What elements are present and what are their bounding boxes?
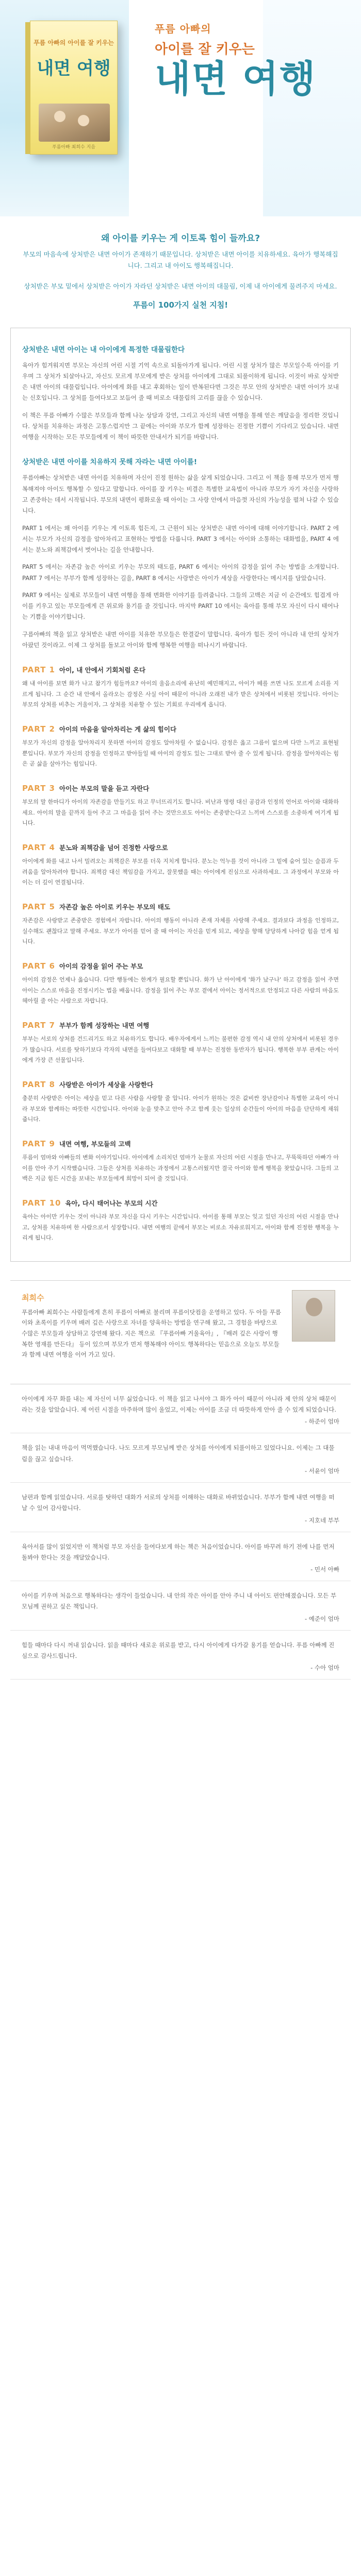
chapter-item — [22, 902, 339, 947]
description-paragraph: 푸름아빠는 상처받은 내면 아이를 치유하며 자신이 진정 원하는 삶을 살게 되었습니다. 그리고 이 책을 통해 부모가 먼저 행복해져야 아이도 행복할 수 있다고 말합니다. 아이를 잘 키우는 비결은 특별한 교육법이 아니라 부모가 자기 자신을 사랑하고 존중하는 데서 시작됩니다. 부모의 내면이 평화로울 때 아이는 그 사랑 안에서 마음껏 자신의 가능성을 펼쳐 나갈 수 있습니다. — [22, 474, 339, 515]
chapter-body: 부모가 자신의 감정을 알아차리지 못하면 아이의 감정도 알아차릴 수 없습니다. 감정은 옳고 그름이 없으며 다만 느끼고 표현될 뿐입니다. 부모가 자신의 감정을 인정하고 받아들일 때 아이의 감정도 있는 그대로 받아 줄 수 있게 됩니다. 감정을 알아차리는 힘은 곧 삶을 살아가는 힘입니다. — [22, 739, 339, 767]
hero-text — [155, 21, 340, 99]
section-heading: 상처받은 내면 아이를 치유하지 못해 자라는 내면 아이를! — [22, 458, 197, 467]
chapter-body: 푸름이 엄마와 아빠들의 변화 이야기입니다. 아이에게 소리치던 엄마가 눈물로 자신의 어린 시절을 만나고, 무뚝뚝하던 아빠가 아이를 안아 주기 시작했습니다. 그들은 상처를 치유하는 과정에서 고통스러웠지만 결국 아이와 함께 행복을 찾았습니다. 그들의 고백은 지금 힘든 시간을 보내는 부모들에게 희망이 되어 줄 것입니다. — [22, 1154, 339, 1182]
author-photo — [292, 1290, 335, 1342]
chapter-title: 아이의 감정을 읽어 주는 부모 — [59, 962, 143, 971]
chapter-label: PART 2 — [22, 724, 55, 734]
review-item — [10, 1631, 351, 1680]
review-item — [10, 1581, 351, 1631]
chapter-body: 아이에게 화를 내고 나서 밀려오는 죄책감은 부모를 더욱 지치게 합니다. 분노는 억누를 것이 아니라 그 밑에 숨어 있는 슬픔과 두려움을 알아차려야 합니다. 죄책감 대신 책임감을 가지고, 잘못했을 때는 아이에게 진심으로 사과하세요. 그 과정에서 부모와 아이는 더 깊이 연결됩니다. — [22, 858, 339, 886]
book-cover-photo — [39, 104, 110, 142]
chapter-body: 왜 내 아이를 보면 화가 나고 참기가 힘들까요? 아이의 울음소리에 유난히 예민해지고, 아이가 떼를 쓰면 나도 모르게 소리를 지르게 됩니다. 그 순간 내 안에서 올라오는 감정은 사실 아이 때문이 아니라 오래전 내가 받은 상처에서 비롯된 것입니다. 아이는 부모의 상처를 비추는 거울이자, 그 상처를 치유할 수 있는 기회로 우리에게 옵니다. — [22, 680, 339, 708]
book-description-box — [10, 328, 351, 1262]
description-paragraph: 이 책은 푸름 아빠가 수많은 부모들과 함께 나눈 상담과 강연, 그리고 자신의 내면 여행을 통해 얻은 깨달음을 정리한 것입니다. 상처를 치유하는 과정은 고통스럽지만 그 끝에는 아이와 부모가 함께 성장하는 진정한 기쁨이 기다리고 있습니다. 내면 여행을 시작하는 모든 부모들에게 이 책이 따뜻한 안내서가 되기를 바랍니다. — [22, 411, 339, 441]
review-author: - 지호네 부부 — [304, 1516, 339, 1524]
intro-paragraph: 부모의 마음속에 상처받은 내면 아이가 존재하기 때문입니다. 상처받은 내면 아이를 치유하세요. 육아가 행복해집니다. 그리고 내 아이도 행복해집니다. — [23, 250, 338, 269]
description-paragraph: 구름아빠의 책을 읽고 상처받은 내면 아이를 치유한 부모들은 한결같이 말합니다. 육아가 힘든 것이 아니라 내 안의 상처가 아팠던 것이라고. 이제 그 상처를 돌보고 아이와 함께 행복한 여행을 떠나시기 바랍니다. — [22, 630, 339, 649]
chapter-label: PART 9 — [22, 1139, 55, 1149]
review-author: - 서윤이 엄마 — [304, 1467, 339, 1475]
intro-paragraph-2: 상처받은 부모 밑에서 상처받은 아이가 자라던 상처받은 내면 아이의 대물림, 이제 내 아이에게 물려주지 마세요. — [24, 282, 337, 290]
reader-reviews — [10, 1384, 351, 1680]
chapter-label: PART 5 — [22, 902, 55, 912]
review-text: 힘들 때마다 다시 꺼내 읽습니다. 읽을 때마다 새로운 위로를 받고, 다시 아이에게 다가갈 용기를 얻습니다. 푸름 아빠께 진심으로 감사드립니다. — [22, 1641, 335, 1659]
hero-banner — [0, 0, 361, 216]
chapter-body: 부부는 서로의 상처를 건드리기도 하고 치유하기도 합니다. 배우자에게서 느끼는 불편한 감정 역시 내 안의 상처에서 비롯된 경우가 많습니다. 서로를 탓하기보다 각자의 내면을 들여다보고 대화할 때 부부는 진정한 동반자가 됩니다. 행복한 부부 관계는 아이에게 가장 큰 선물입니다. — [22, 1036, 339, 1064]
chapter-title: 부부가 함께 성장하는 내면 여행 — [59, 1022, 150, 1030]
hero-kicker-secondary: 아이를 잘 키우는 — [155, 42, 255, 57]
review-text: 아이에게 자꾸 화를 내는 제 자신이 너무 싫었습니다. 이 책을 읽고 나서야 그 화가 아이 때문이 아니라 제 안의 상처 때문이라는 것을 알았습니다. 제 어린 시절을 마주하며 많이 울었고, 이제는 아이를 조금 더 따뜻하게 안아 줄 수 있게 되었습니다. — [22, 1395, 336, 1414]
review-author: - 하준이 엄마 — [304, 1418, 339, 1426]
description-paragraph: PART 9 에서는 실제로 부모들이 내면 여행을 통해 변화한 이야기를 들려줍니다. 그들의 고백은 지금 이 순간에도 힘겹게 아이를 키우고 있는 부모들에게 큰 위로와 용기를 줄 것입니다. 마지막 PART 10 에서는 육아를 통해 부모 자신이 다시 태어나는 기쁨을 이야기합니다. — [22, 591, 339, 621]
chapter-label: PART 3 — [22, 784, 55, 793]
description-paragraph: PART 5 에서는 자존감 높은 아이로 키우는 부모의 태도를, PART 6 에서는 아이의 감정을 읽어 주는 방법을 소개합니다. PART 7 에서는 부부가 함께 성장하는 길을, PART 8 에서는 사랑받은 아이가 세상을 사랑한다는 메시지를 담았습니다. — [22, 563, 339, 582]
chapter-item — [22, 961, 339, 1006]
hero-title: 내면 여행 — [155, 57, 317, 100]
hero-kicker: 푸름 아빠의 — [155, 23, 211, 35]
review-text: 남편과 함께 읽었습니다. 서로를 탓하던 대화가 서로의 상처를 이해하는 대화로 바뀌었습니다. 부부가 함께 내면 여행을 떠날 수 있어 감사합니다. — [22, 1494, 335, 1512]
chapter-item — [22, 784, 339, 828]
description-paragraph: PART 1 에서는 왜 아이를 키우는 게 이토록 힘든지, 그 근원이 되는 상처받은 내면 아이에 대해 이야기합니다. PART 2 에서는 부모가 자신의 감정을 알아차리고 표현하는 방법을 다룹니다. PART 3 에서는 아이와 소통하는 대화법을, PART 4 에서는 분노와 죄책감에서 벗어나는 길을 안내합니다. — [22, 524, 339, 554]
chapter-label: PART 8 — [22, 1080, 55, 1090]
review-author: - 예준이 엄마 — [304, 1615, 339, 1622]
book-cover — [30, 21, 118, 155]
review-text: 책을 읽는 내내 마음이 먹먹했습니다. 나도 모르게 부모님께 받은 상처를 아이에게 되풀이하고 있었다니요. 이제는 그 대물림을 끊고 싶습니다. — [22, 1444, 335, 1463]
review-item — [10, 1433, 351, 1483]
chapter-item — [22, 1080, 339, 1125]
chapter-item — [22, 724, 339, 769]
chapter-body: 자존감은 사랑받고 존중받은 경험에서 자랍니다. 아이의 행동이 아니라 존재 자체를 사랑해 주세요. 결과보다 과정을 인정하고, 실수해도 괜찮다고 말해 주세요. 부모가 아이를 믿어 줄 때 아이는 자신을 믿게 되고, 세상을 향해 당당하게 나아갈 힘을 얻게 됩니다. — [22, 917, 339, 945]
chapter-body: 아이의 감정은 언제나 옳습니다. 다만 행동에는 한계가 필요할 뿐입니다. 화가 난 아이에게 '화가 났구나' 하고 감정을 읽어 주면 아이는 스스로 마음을 진정시키는 법을 배웁니다. 감정을 읽어 주는 부모 곁에서 아이는 정서적으로 안정되고 다른 사람의 마음도 헤아릴 줄 아는 사람으로 자랍니다. — [22, 976, 339, 1005]
chapter-item — [22, 843, 339, 888]
chapter-item — [22, 1139, 339, 1184]
intro-section — [0, 216, 361, 328]
chapter-body: 부모의 말 한마디가 아이의 자존감을 만들기도 하고 무너뜨리기도 합니다. 비난과 명령 대신 공감과 인정의 언어로 아이와 대화하세요. 아이의 말을 끝까지 들어 주고 그 마음을 읽어 주는 것만으로도 아이는 존중받는다고 느끼며 스스로를 소중하게 여기게 됩니다. — [22, 799, 339, 826]
chapter-title: 아이의 마음을 알아차리는 게 삶의 힘이다 — [59, 725, 177, 734]
book-cover-footer: 푸름아빠 최희수 지음 — [52, 145, 95, 150]
book-cover-title: 내면 여행 — [37, 58, 111, 79]
chapter-title: 자존감 높은 아이로 키우는 부모의 태도 — [59, 903, 170, 911]
chapter-label: PART 4 — [22, 843, 55, 853]
intro-question: 왜 아이를 키우는 게 이토록 힘이 들까요? — [101, 233, 260, 244]
chapter-title: 사랑받은 아이가 세상을 사랑한다 — [59, 1081, 154, 1089]
author-name: 최희수 — [22, 1293, 44, 1302]
review-text: 육아서를 많이 읽었지만 이 책처럼 부모 자신을 들여다보게 하는 책은 처음이었습니다. 아이를 바꾸려 하기 전에 나를 먼저 돌봐야 한다는 것을 깨달았습니다. — [22, 1543, 335, 1561]
book-cover-subtitle: 푸름 아빠의 아이를 잘 키우는 — [34, 39, 114, 46]
chapter-label: PART 10 — [22, 1198, 61, 1208]
review-item — [10, 1384, 351, 1434]
chapter-title: 아이는 부모의 말을 듣고 자란다 — [59, 785, 150, 793]
chapter-item — [22, 665, 339, 710]
book-spine — [25, 22, 30, 154]
chapter-title: 육아, 다시 태어나는 부모의 시간 — [65, 1199, 158, 1208]
chapter-title: 분노와 죄책감을 넘어 진정한 사랑으로 — [59, 844, 168, 852]
chapter-body: 육아는 아이만 키우는 것이 아니라 부모 자신을 다시 키우는 시간입니다. 아이를 통해 부모는 잊고 있던 자신의 어린 시절을 만나고, 상처를 치유하며 한 사람으로서 성장합니다. 내면 여행의 끝에서 부모는 비로소 자유로워지고, 아이와 함께 진정한 행복을 누리게 됩니다. — [22, 1213, 339, 1242]
chapter-item — [22, 1198, 339, 1243]
description-paragraph: 육아가 힘겨워지면 부모는 자신의 어린 시절 기억 속으로 되돌아가게 됩니다. 어린 시절 상처가 많은 부모일수록 아이를 키우며 그 상처가 되살아나고, 자신도 모르게 부모에게 받은 상처를 아이에게 그대로 되풀이하게 됩니다. 이것이 바로 상처받은 내면 아이의 대물림입니다. 아이에게 화를 내고 후회하는 일이 반복된다면 그것은 부모 안의 상처받은 내면 아이가 보내는 신호입니다. 그 상처를 들여다보고 보듬어 줄 때 비로소 대물림의 고리를 끊을 수 있습니다. — [22, 361, 339, 402]
chapter-label: PART 6 — [22, 961, 55, 971]
author-bio: 푸름아빠 최희수는 사람들에게 흔히 푸름이 아빠로 불리며 푸름이닷컴을 운영하고 있다. 두 아들 푸름이와 초록이를 키우며 배려 깊은 사랑으로 자녀를 양육하는 방법을 연구해 왔고, 그 경험을 바탕으로 수많은 부모들과 상담하고 강연해 왔다. 지은 책으로 『푸름아빠 거울육아』, 『배려 깊은 사랑이 행복한 영재를 만든다』 등이 있으며 부모가 먼저 행복해야 아이도 행복하다는 믿음으로 오늘도 부모들과 함께 내면 여행을 이어 가고 있다. — [22, 1308, 281, 1359]
chapter-title: 아이, 내 안에서 기회처럼 온다 — [59, 666, 146, 674]
review-author: - 민서 아빠 — [310, 1566, 339, 1573]
chapter-label: PART 7 — [22, 1021, 55, 1030]
chapter-body: 충분히 사랑받은 아이는 세상을 믿고 다른 사람을 사랑할 줄 압니다. 아이가 원하는 것은 값비싼 장난감이나 특별한 교육이 아니라 부모와 함께하는 따뜻한 시간입니다. 아이와 눈을 맞추고 안아 주고 함께 웃는 일상의 순간들이 아이의 마음을 단단하게 채워 줍니다. — [22, 1095, 339, 1123]
review-author: - 수아 엄마 — [310, 1664, 339, 1672]
review-text: 아이를 키우며 처음으로 행복하다는 생각이 들었습니다. 내 안의 작은 아이를 안아 주니 내 아이도 편안해졌습니다. 모든 부모님께 권하고 싶은 책입니다. — [22, 1592, 337, 1611]
review-item — [10, 1532, 351, 1582]
chapter-item — [22, 1021, 339, 1065]
chapter-title: 내면 여행, 부모들의 고백 — [59, 1140, 131, 1148]
review-item — [10, 1483, 351, 1532]
chapter-label: PART 1 — [22, 665, 55, 675]
author-section — [10, 1280, 351, 1369]
intro-summary: 푸름이 100가지 실천 지침! — [133, 300, 228, 310]
section-heading: 상처받은 내면 아이는 내 아이에게 특정한 대물림한다 — [22, 345, 185, 354]
